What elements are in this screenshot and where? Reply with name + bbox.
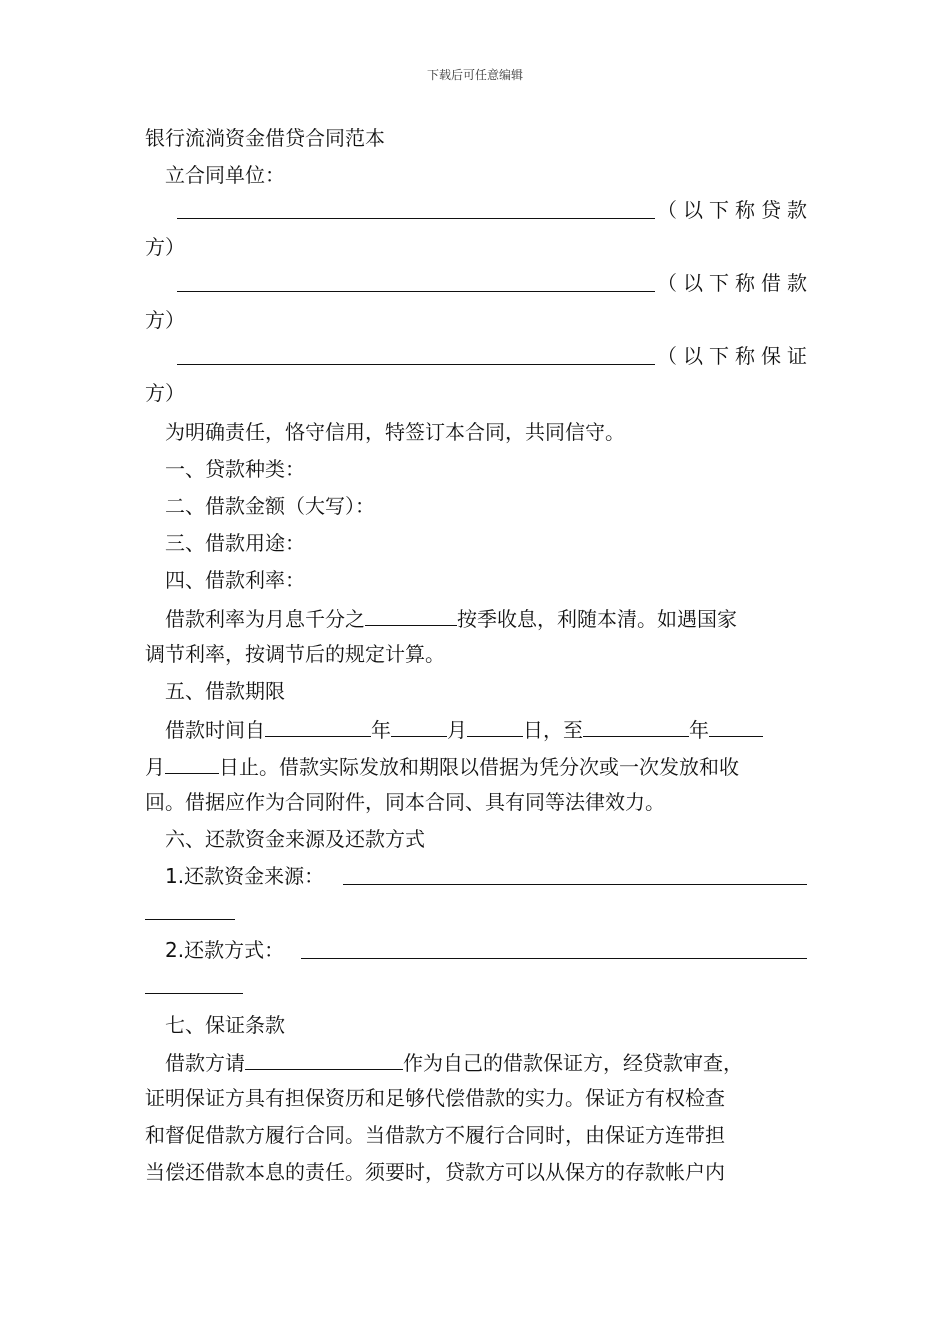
document-title: 银行流淌资金借贷合同范本	[145, 126, 385, 150]
page-header: 下载后可任意编辑	[426, 68, 523, 82]
section-3-heading: 三、借款用途：	[165, 531, 305, 555]
section-5-text-line-2	[145, 751, 807, 781]
party-borrower-suffix: （以下称借款	[657, 271, 813, 295]
start-month-blank	[391, 714, 447, 737]
section-7-text-line-1	[165, 1047, 807, 1077]
end-day-blank	[165, 751, 219, 774]
repayment-source-blank-continued	[145, 897, 807, 927]
party-borrower-tail: 方）	[145, 308, 185, 332]
s5-month-label: 月	[447, 718, 467, 742]
end-year-blank	[583, 714, 689, 737]
section-5-heading: 五、借款期限	[165, 679, 285, 703]
repayment-method-blank-2	[145, 971, 243, 994]
s7-text-a: 借款方请	[165, 1051, 245, 1075]
party-lender-suffix: （以下称贷款	[657, 198, 813, 222]
end-month-blank	[709, 714, 763, 737]
s5-day-label: 日，至	[523, 718, 583, 742]
section-5-text-line-1	[165, 714, 807, 744]
party-lender-blank	[177, 196, 655, 219]
repayment-source-blank-2	[145, 897, 235, 920]
guarantor-name-blank	[245, 1047, 403, 1070]
repayment-method-blank	[301, 936, 807, 959]
section-7-text-line-2: 证明保证方具有担保资历和足够代偿借款的实力。保证方有权检查	[145, 1086, 725, 1110]
s4-text-b: 按季收息，利随本清。如遇国家	[457, 607, 737, 631]
section-4-text-line-1	[165, 603, 807, 633]
repayment-source-label: 1.还款资金来源：	[165, 864, 325, 888]
party-lender-tail: 方）	[145, 235, 185, 259]
party-guarantor-blank	[177, 342, 655, 365]
section-4-text-line-2: 调节利率，按调节后的规定计算。	[145, 642, 445, 666]
preamble: 为明确责任，恪守信用，特签订本合同，共同信守。	[165, 420, 625, 444]
start-day-blank	[467, 714, 523, 737]
section-4-heading: 四、借款利率：	[165, 568, 305, 592]
s5-year-label: 年	[371, 718, 391, 742]
s7-text-b: 作为自己的借款保证方，经贷款审查，	[403, 1051, 743, 1075]
start-year-blank	[265, 714, 371, 737]
repayment-source-blank	[343, 862, 807, 885]
s5-text-rest: 日止。借款实际发放和期限以借据为凭分次或一次发放和收	[219, 755, 739, 779]
interest-rate-blank	[365, 603, 457, 626]
section-6-heading: 六、还款资金来源及还款方式	[165, 827, 425, 851]
repayment-method-line	[165, 936, 807, 964]
section-7-heading: 七、保证条款	[165, 1013, 285, 1037]
party-guarantor-tail: 方）	[145, 381, 185, 405]
party-guarantor-suffix: （以下称保证	[657, 344, 813, 368]
parties-heading: 立合同单位：	[165, 163, 285, 187]
party-borrower-blank	[177, 269, 655, 292]
section-7-text-line-4: 当偿还借款本息的责任。须要时，贷款方可以从保方的存款帐户内	[145, 1160, 725, 1184]
section-7-text-line-3: 和督促借款方履行合同。当借款方不履行合同时，由保证方连带担	[145, 1123, 725, 1147]
s5-text-from: 借款时间自	[165, 718, 265, 742]
s4-text-a: 借款利率为月息千分之	[165, 607, 365, 631]
s5-end-month-label: 月	[145, 755, 165, 779]
section-2-heading: 二、借款金额（大写）：	[165, 494, 375, 518]
section-1-heading: 一、贷款种类：	[165, 457, 305, 481]
s5-end-year-label: 年	[689, 718, 709, 742]
repayment-method-label: 2.还款方式：	[165, 938, 285, 962]
repayment-method-blank-continued	[145, 971, 807, 1001]
repayment-source-line	[165, 862, 807, 890]
section-5-text-line-3: 回。借据应作为合同附件，同本合同、具有同等法律效力。	[145, 790, 665, 814]
